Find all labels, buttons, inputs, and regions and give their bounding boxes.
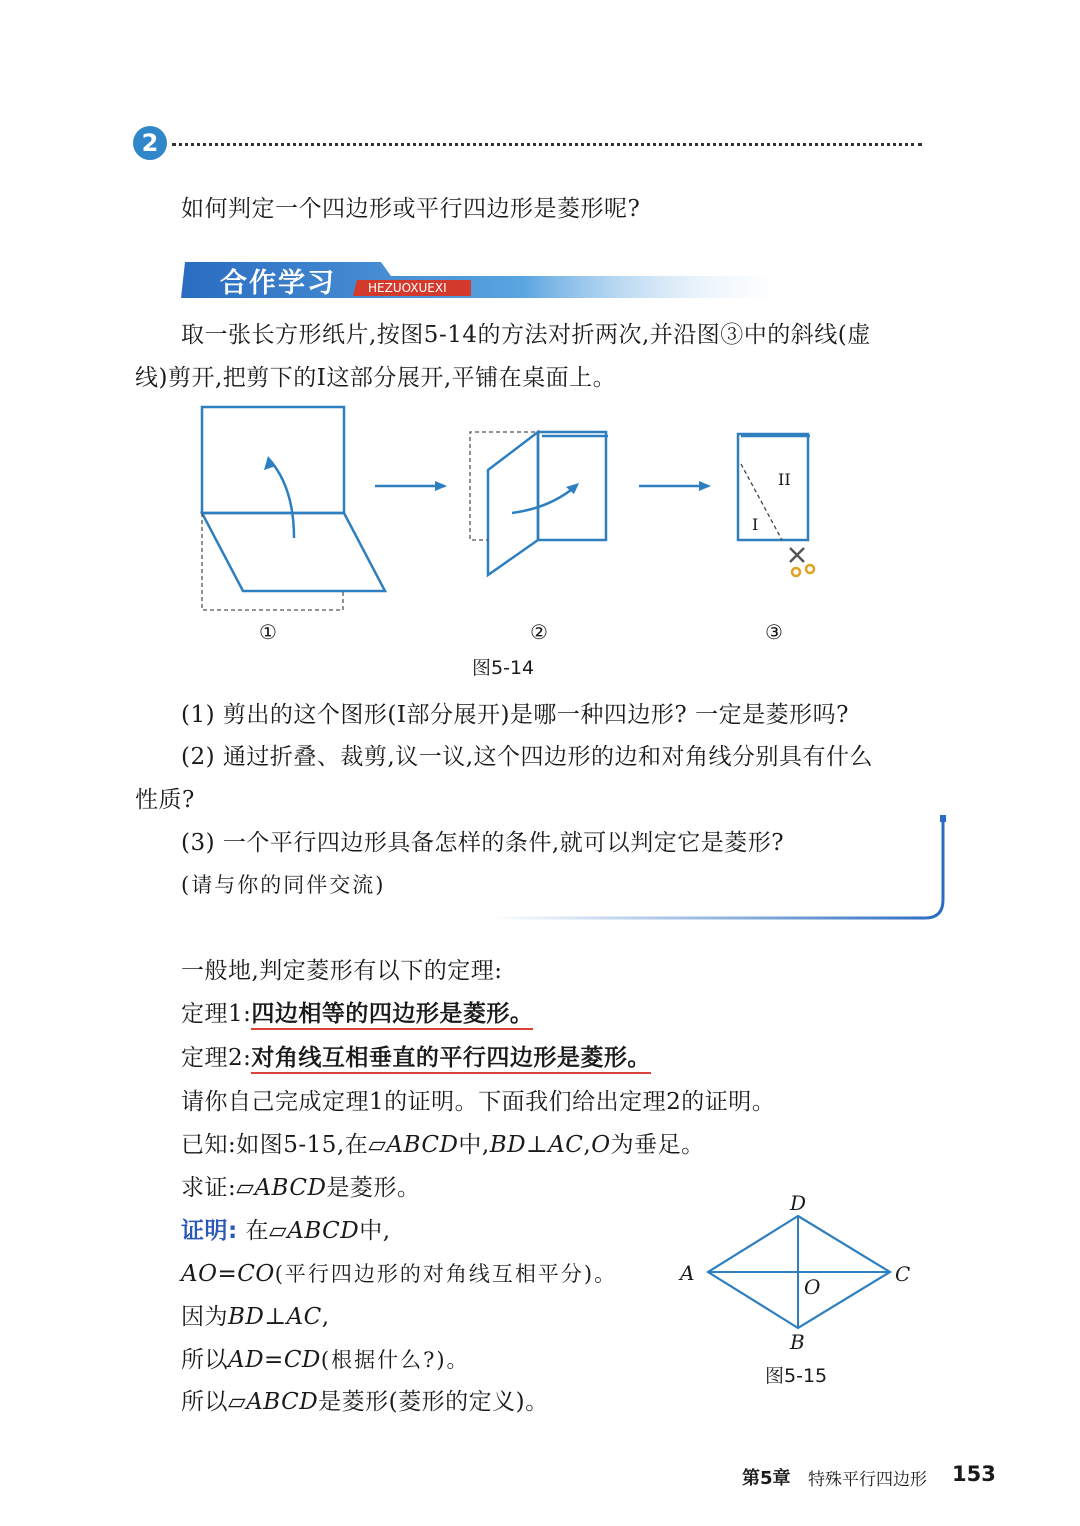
step-label-3: ③ [765,620,783,644]
step-label-2: ② [530,620,548,644]
proof-label: 证明: [181,1218,238,1244]
step-5-prefix: 所以 [181,1389,228,1415]
cut-line [741,464,782,540]
theorem-1-text: 四边相等的四边形是菱形。 [251,1001,533,1030]
step-5-parallelogram: ▱ABCD [228,1389,319,1415]
vertex-b: B [790,1330,806,1354]
theorems-intro: 一般地,判定菱形有以下的定理: [181,958,503,984]
step-3-end: , [321,1304,330,1330]
question-3: (3) 一个平行四边形具备怎样的条件,就可以判定它是菱形? [181,830,785,856]
paper-quarter [738,434,808,540]
dashed-original-edge-1 [202,513,343,610]
step-5-end: 是菱形(菱形的定义)。 [318,1389,549,1415]
theorem-1-prefix: 定理1: [181,1001,252,1027]
fold-arrow-curve [268,458,294,538]
theorem-instruction: 请你自己完成定理1的证明。下面我们给出定理2的证明。 [181,1089,776,1115]
page-number: 153 [952,1462,996,1486]
step-3-prefix: 因为 [181,1304,228,1330]
paper-top [202,407,344,513]
given-parallelogram: ▱ABCD [368,1132,459,1158]
prove-end: 是菱形。 [326,1175,421,1201]
question-2-line-1: (2) 通过折叠、裁剪,议一议,这个四边形的边和对角线分别具有什么 [181,744,874,770]
vertex-d: D [790,1191,807,1215]
step-1-parallelogram: ▱ABCD [269,1218,360,1244]
vertex-a: A [680,1261,695,1285]
given-statement [181,1130,705,1160]
section-divider [172,143,922,146]
vertex-c: C [895,1262,911,1286]
proof-step-1 [181,1216,391,1246]
fold-step-1 [202,407,385,591]
step-4-equation: AD=CD [228,1347,321,1373]
question-1: (1) 剪出的这个图形(I部分展开)是哪一种四边形? 一定是菱形吗? [181,702,849,728]
fold-arrow-curve-2 [512,486,576,513]
scissors-icon [790,548,814,576]
proof-step-3 [181,1302,330,1332]
step-4-prefix: 所以 [181,1347,228,1373]
intro-question: 如何判定一个四边形或平行四边形是菱形呢? [181,196,641,222]
activity-line-1: 取一张长方形纸片,按图5-14的方法对折两次,并沿图③中的斜线(虚 [181,322,871,348]
step-2-reason: (平行四边形的对角线互相平分)。 [274,1262,618,1286]
step-label-1: ① [259,620,277,644]
step-2-equation: AO=CO [181,1261,275,1287]
step-3-perpendicular: BD⊥AC [228,1304,322,1330]
given-end: 为垂足。 [610,1132,705,1158]
fold-step-2 [488,432,608,575]
given-mid: 中, [458,1132,490,1158]
theorem-2 [181,1043,651,1073]
theorem-1 [181,999,533,1029]
proof-step-4 [181,1345,470,1375]
banner-subtitle: HEZUOXUEXI [368,281,447,295]
discussion-note: (请与你的同伴交流) [181,873,386,897]
theorem-2-prefix: 定理2: [181,1045,252,1071]
dashed-original-edge-2 [470,432,535,540]
to-prove-statement [181,1173,420,1203]
part-label-ii: II [778,470,791,489]
question-box-bracket [480,812,950,927]
paper-folded-side [488,432,538,575]
step-1-end: 中, [359,1218,391,1244]
question-2-line-2: 性质? [135,787,195,813]
proof-step-2 [181,1259,617,1289]
fold-step-3 [738,434,810,540]
step-4-reason: (根据什么?)。 [320,1348,470,1372]
prove-parallelogram: ▱ABCD [236,1175,327,1201]
footer-title: 特殊平行四边形 [808,1470,927,1490]
figure-5-15-caption: 图5-15 [765,1365,828,1387]
banner-title: 合作学习 [220,268,336,299]
prove-prefix: 求证: [181,1175,237,1201]
given-perpendicular: BD⊥AC [489,1132,584,1158]
given-comma: , [583,1132,592,1158]
activity-line-2: 线)剪开,把剪下的I这部分展开,平铺在桌面上。 [135,365,617,391]
proof-step-5 [181,1387,549,1417]
fold-arrow-head-1 [264,456,276,470]
footer-chapter: 第5章 [742,1468,791,1489]
center-o: O [804,1275,821,1299]
figure-5-14 [190,398,840,623]
step-1-prefix: 在 [245,1218,270,1244]
part-label-i: I [752,515,759,534]
given-o: O [591,1132,611,1158]
theorem-2-text: 对角线互相垂直的平行四边形是菱形。 [251,1045,651,1074]
figure-5-14-caption: 图5-14 [472,657,535,679]
figure-5-15-rhombus [700,1210,900,1330]
given-prefix: 已知:如图5-15,在 [181,1132,369,1158]
section-number-badge: 2 [133,126,167,160]
